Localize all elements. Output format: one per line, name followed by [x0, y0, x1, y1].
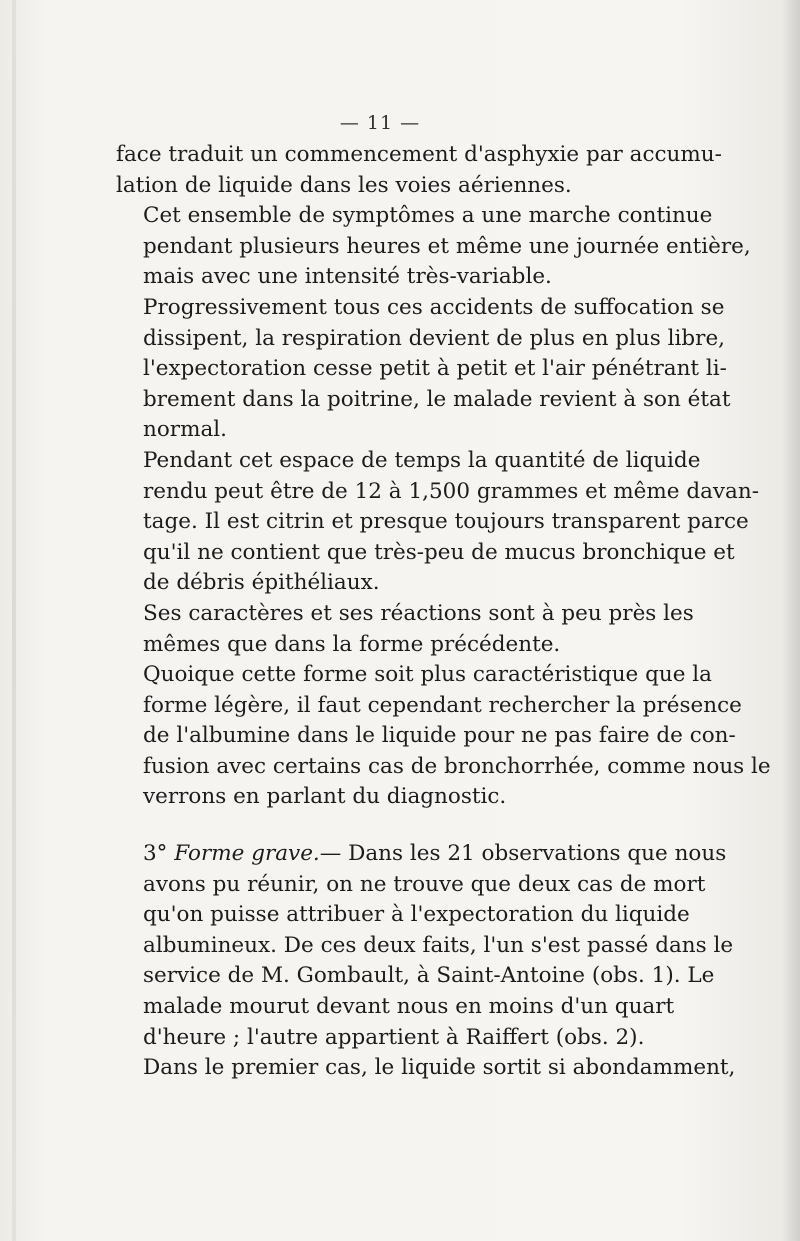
text-line: face traduit un commencement d'asphyxie par accumu- [116, 142, 722, 167]
paragraph-5 [116, 599, 694, 660]
text-line: de débris épithéliaux. [143, 570, 380, 596]
section-heading-line [116, 839, 727, 870]
text-line: rendu peut être de 12 à 1,500 grammes et même davan- [143, 478, 759, 504]
text-line: mêmes que dans la forme précédente. [143, 631, 561, 657]
section-first-line-text: Dans les 21 observations que nous [348, 841, 727, 867]
text-line: Ses caractères et ses réactions sont à peu près les [143, 600, 694, 626]
text-line: service de M. Gombault, à Saint-Antoine (obs. 1). Le [143, 963, 715, 989]
text-line: de l'albumine dans le liquide pour ne pas faire de con- [143, 723, 736, 749]
paragraph-2 [116, 201, 751, 293]
text-line: Pendant cet espace de temps la quantité de liquide [143, 447, 701, 473]
text-line: dissipent, la respiration devient de plus en plus libre, [143, 325, 726, 351]
paragraph-4 [116, 446, 759, 599]
section-number: 3° [143, 841, 168, 867]
text-line: mais avec une intensité très-variable. [143, 264, 552, 290]
body-text [116, 140, 771, 1084]
paragraph-1 [116, 140, 722, 201]
section-title: Forme grave. [174, 841, 320, 867]
page-number: — 11 — [339, 112, 421, 134]
paragraph-3 [116, 293, 731, 446]
paragraph-last [116, 1053, 736, 1084]
text-line: d'heure ; l'autre appartient à Raiffert (obs. 2). [143, 1024, 645, 1050]
text-line: normal. [143, 417, 227, 443]
text-line: l'expectoration cesse petit à petit et l'air pénétrant li- [143, 356, 727, 382]
text-line: Dans le premier cas, le liquide sortit si abondamment, [143, 1055, 736, 1081]
text-line: Progressivement tous ces accidents de suffocation se [143, 294, 725, 320]
text-line: tage. Il est citrin et presque toujours transparent parce [143, 509, 749, 535]
section-forme-grave [116, 839, 734, 1053]
text-line: brement dans la poitrine, le malade revient à son état [143, 386, 731, 412]
text-line: Quoique cette forme soit plus caractéristique que la [143, 662, 712, 688]
text-line: verrons en parlant du diagnostic. [143, 784, 507, 810]
text-line: pendant plusieurs heures et même une journée entière, [143, 233, 751, 259]
section-dash: — [319, 841, 342, 867]
page-left-edge [12, 0, 16, 1241]
page-right-edge-shadow [782, 0, 800, 1241]
text-line: lation de liquide dans les voies aériennes. [116, 172, 572, 198]
text-line: malade mourut devant nous en moins d'un quart [143, 994, 675, 1020]
paragraph-6 [116, 660, 771, 813]
text-line: qu'il ne contient que très-peu de mucus bronchique et [143, 539, 735, 565]
text-line: Cet ensemble de symptômes a une marche continue [143, 203, 713, 229]
text-line: fusion avec certains cas de bronchorrhée, comme nous le [143, 753, 771, 779]
text-line: qu'on puisse attribuer à l'expectoration du liquide [143, 902, 690, 928]
text-line: albumineux. De ces deux faits, l'un s'est passé dans le [143, 932, 734, 958]
text-line: avons pu réunir, on ne trouve que deux cas de mort [143, 871, 706, 897]
text-line: forme légère, il faut cependant rechercher la présence [143, 692, 742, 718]
